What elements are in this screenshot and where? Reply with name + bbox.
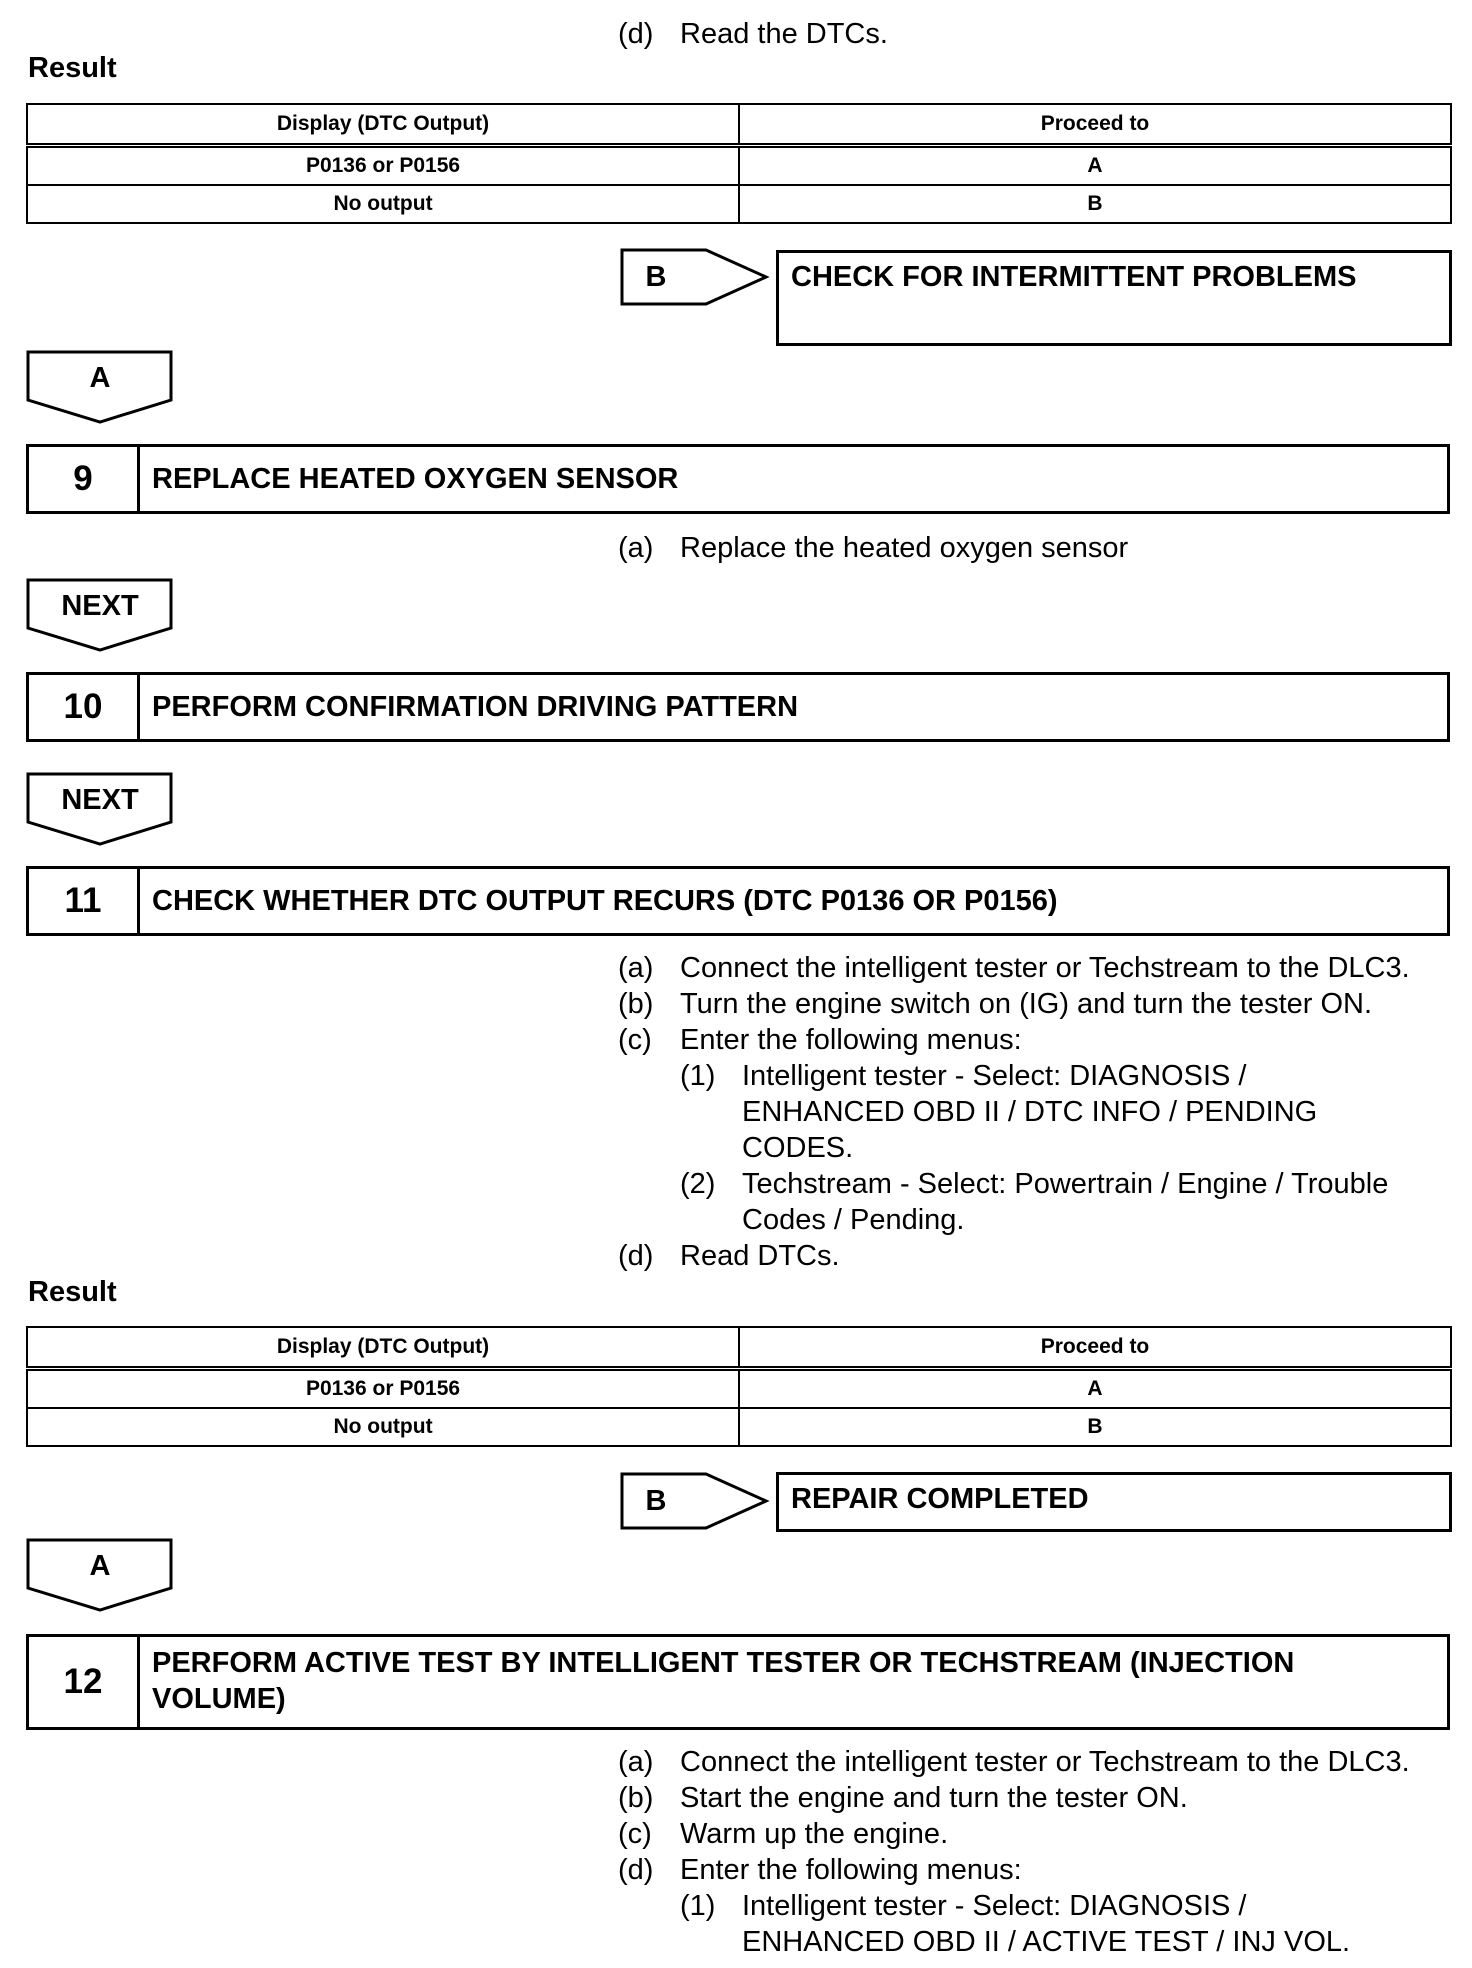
step-number: 12: [29, 1637, 140, 1727]
branch-tag: B: [645, 1485, 667, 1517]
branch-target-box: REPAIR COMPLETED: [776, 1472, 1452, 1532]
flow-label: A: [89, 362, 111, 394]
result-label: Result: [28, 52, 117, 84]
step-header: [26, 1634, 1450, 1730]
table-header: Display (DTC Output): [27, 1327, 739, 1369]
step-item: (b) Start the engine and turn the tester ON.: [618, 1782, 1188, 1814]
table-header: Display (DTC Output): [27, 104, 739, 146]
step-item: (d) Read the DTCs.: [618, 18, 888, 50]
table-header: Proceed to: [739, 1327, 1451, 1369]
step-header: [26, 444, 1450, 514]
table-row: P0136 or P0156 A: [27, 146, 1451, 186]
sub-item: (2) Techstream - Select: Powertrain / Engine / Trouble Codes / Pending.: [680, 1168, 1389, 1236]
flow-label: A: [89, 1550, 111, 1582]
step-header: [26, 866, 1450, 936]
step-items: [618, 950, 1410, 1274]
step-number: 10: [29, 675, 140, 739]
step-item: (b) Turn the engine switch on (IG) and turn the tester ON.: [618, 988, 1373, 1020]
step-item: (d) Read DTCs.: [618, 1240, 840, 1272]
branch-tag: B: [645, 261, 667, 293]
table-row: No output B: [27, 185, 1451, 223]
flow-label: NEXT: [61, 590, 139, 622]
step-title: REPLACE HEATED OXYGEN SENSOR: [152, 463, 679, 495]
step-items: [618, 1744, 1410, 1960]
result-table: [26, 1326, 1452, 1447]
result-label: Result: [28, 1276, 117, 1308]
sub-item: (1) Intelligent tester - Select: DIAGNOSIS / ENHANCED OBD II / DTC INFO / PENDING CODES.: [680, 1060, 1318, 1164]
step-item: (a) Replace the heated oxygen sensor: [618, 532, 1129, 564]
step-item: (c) Warm up the engine.: [618, 1818, 949, 1850]
step-number: 9: [29, 447, 140, 511]
table-header: Proceed to: [739, 104, 1451, 146]
sub-item: (1) Intelligent tester - Select: DIAGNOSIS / ENHANCED OBD II / ACTIVE TEST / INJ VOL.: [680, 1890, 1351, 1958]
step-item: (d) Enter the following menus:: [618, 1854, 1022, 1886]
branch-target-box: CHECK FOR INTERMITTENT PROBLEMS: [776, 250, 1452, 346]
step-header: [26, 672, 1450, 742]
step-item: (a) Connect the intelligent tester or Techstream to the DLC3.: [618, 952, 1410, 984]
step-title: PERFORM ACTIVE TEST BY INTELLIGENT TESTER OR TECHSTREAM (INJECTION VOLUME): [152, 1647, 1295, 1715]
flow-label: NEXT: [61, 784, 139, 816]
step-item: (a) Connect the intelligent tester or Techstream to the DLC3.: [618, 1746, 1410, 1778]
table-row: No output B: [27, 1408, 1451, 1446]
result-table: [26, 103, 1452, 224]
step-number: 11: [29, 869, 140, 933]
step-item: (c) Enter the following menus:: [618, 1024, 1022, 1056]
step-title: CHECK WHETHER DTC OUTPUT RECURS (DTC P0136 OR P0156): [152, 885, 1058, 917]
step-title: PERFORM CONFIRMATION DRIVING PATTERN: [152, 691, 799, 723]
table-row: P0136 or P0156 A: [27, 1369, 1451, 1409]
